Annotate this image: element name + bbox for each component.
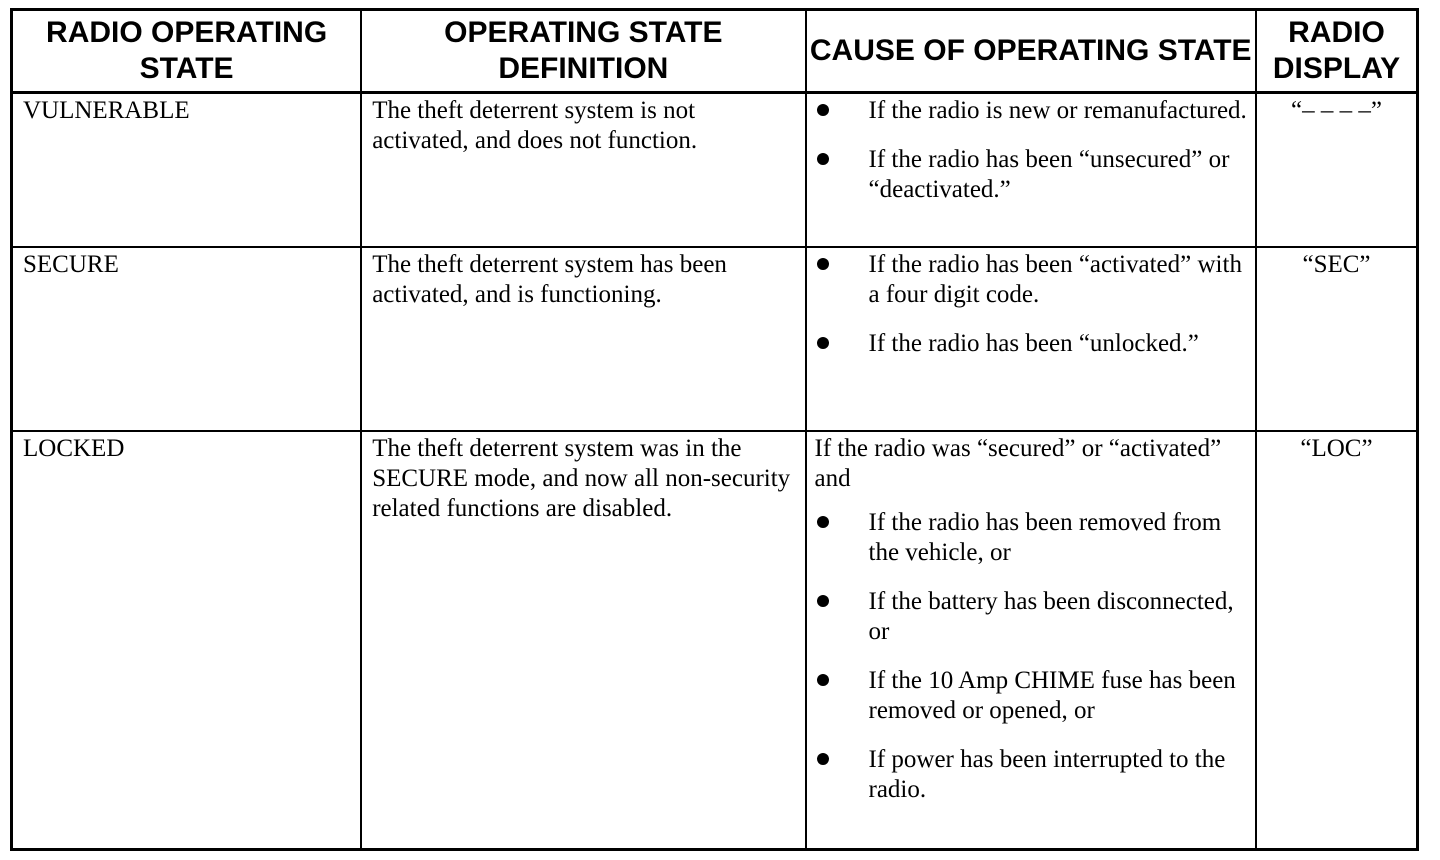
cause-bullet [815,145,1249,205]
table-row-secure [12,247,1418,431]
display-cell: “– – – –” [1256,93,1418,247]
cause-text: If the radio has been removed from the vehicle, or [868,508,1222,566]
state-cell: SECURE [12,247,362,431]
state-cell: VULNERABLE [12,93,362,247]
cause-text: If the radio has been “unsecured” or “deactivated.” [868,146,1230,203]
cause-text: If the radio has been “unlocked.” [868,329,1199,357]
header-row [12,10,1418,93]
cause-bullet [815,250,1249,310]
definition-cell: The theft deterrent system has been activated, and is functioning. [361,247,805,431]
bullet-icon [815,145,831,205]
header-radio-display: RADIO DISPLAY [1256,10,1418,93]
cause-bullet [815,745,1249,805]
cause-bullet [815,666,1249,726]
cause-bullet [815,96,1249,126]
cause-text: If the radio is new or remanufactured. [868,97,1247,124]
cause-intro: If the radio was “secured” or “activated” and [814,434,1222,492]
bullet-icon [815,745,831,805]
display-cell: “SEC” [1256,247,1418,431]
bullet-icon [815,508,831,568]
radio-operating-states-table [10,8,1419,851]
state-cell: LOCKED [12,431,362,850]
bullet-icon [815,587,831,647]
cause-cell [806,93,1256,247]
cause-text: If the battery has been disconnected, or [868,587,1234,645]
definition-cell: The theft deterrent system was in the SECURE mode, and now all non-security related functions are disabled. [361,431,805,850]
cause-bullet [815,508,1249,568]
cause-text: If the radio has been “activated” with a four digit code. [868,250,1242,308]
cause-bullet [815,587,1249,647]
cause-bullet [815,329,1249,359]
cause-cell [806,247,1256,431]
display-cell: “LOC” [1256,431,1418,850]
bullet-icon [815,250,831,310]
bullet-icon [815,666,831,726]
bullet-icon [815,96,831,126]
cause-text: If the 10 Amp CHIME fuse has been removed or opened, or [868,666,1236,724]
table-row-locked [12,431,1418,850]
header-cause-of-operating-state: CAUSE OF OPERATING STATE [806,10,1256,93]
table-row-vulnerable [12,93,1418,247]
definition-cell: The theft deterrent system is not activated, and does not function. [361,93,805,247]
bullet-icon [815,329,831,359]
cause-text: If power has been interrupted to the radio. [868,745,1226,803]
header-radio-operating-state: RADIO OPERATING STATE [12,10,362,93]
header-operating-state-definition: OPERATING STATE DEFINITION [361,10,805,93]
cause-cell [806,431,1256,850]
